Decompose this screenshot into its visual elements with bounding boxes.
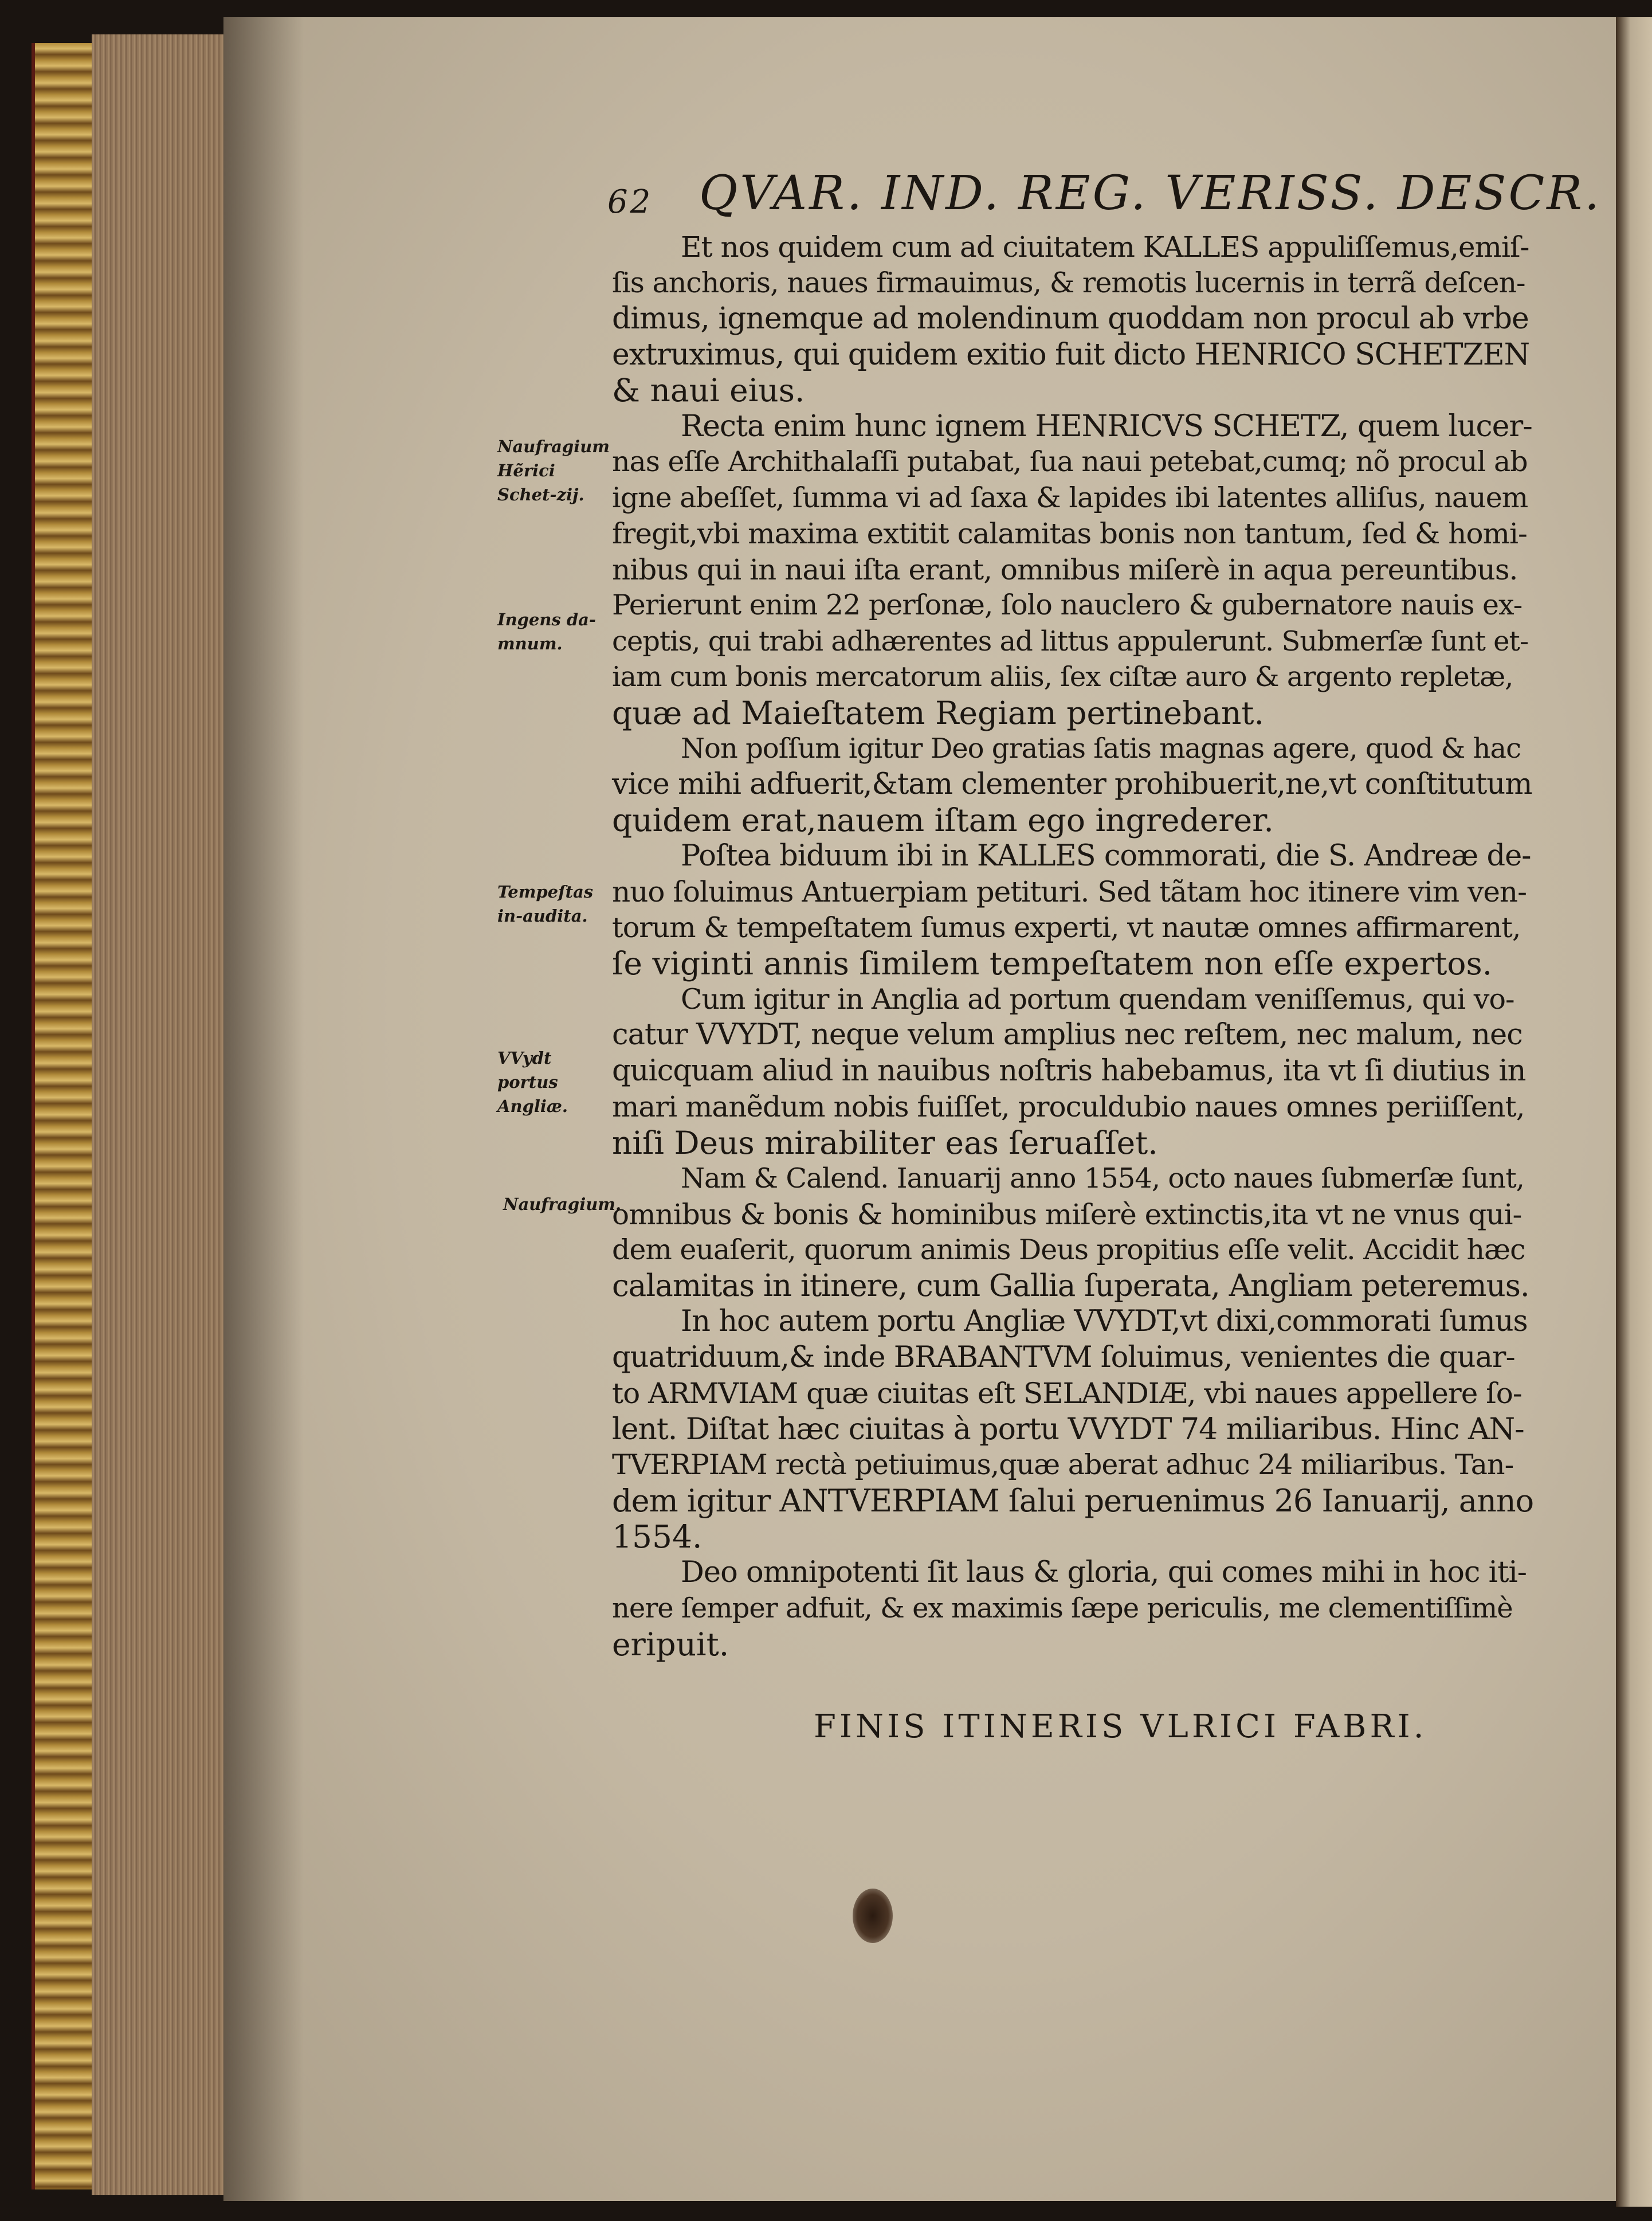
text-line: TVERPIAM rectà petiuimus,quæ aberat adhuc 24 miliaribus. Tan-	[612, 1448, 1514, 1481]
text-line: Poſtea biduum ibi in KALLES commorati, die S. Andreæ de-	[681, 839, 1531, 873]
text-line: nere ſemper adfuit, & ex maximis ſæpe periculis, me clementiſſimè	[612, 1592, 1513, 1624]
main-text	[612, 229, 1534, 1663]
text-line: nibus qui in naui iſta erant, omnibus miſerè in aqua pereuntibus.	[612, 553, 1518, 586]
text-line: quatriduum,& inde BRABANTVM ſoluimus, venientes die quar-	[612, 1340, 1515, 1374]
running-header	[607, 166, 1602, 229]
text-line: nas eſſe Archithalaſſi putabat, ſua naui petebat,cumq; nõ procul ab	[612, 445, 1528, 478]
text-line: vice mihi adfuerit,&tam clementer prohibuerit,ne,vt conſtitutum	[612, 767, 1532, 801]
explicit-line: FINIS ITINERIS VLRICI FABRI.	[814, 1708, 1427, 1745]
text-line: dem igitur ANTVERPIAM ſalui peruenimus 26 Ianuarij, anno	[612, 1482, 1534, 1519]
margin-note: VVydt portus Angliæ.	[497, 1048, 568, 1116]
margin-note: Ingens da-mnum.	[497, 610, 596, 653]
text-line: quæ ad Maieſtatem Regiam pertinebant.	[612, 694, 1264, 731]
text-line: ſis anchoris, naues firmauimus, & remotis lucernis in terrã deſcen-	[612, 266, 1525, 299]
gilt-spine-edge	[32, 43, 99, 2189]
text-line: quidem erat,nauem iſtam ego ingrederer.	[612, 802, 1274, 839]
text-line: iam cum bonis mercatorum aliis, ſex ciſtæ auro & argento repletæ,	[612, 661, 1513, 693]
text-line: quicquam aliud in nauibus noſtris habebamus, ita vt ſi diutius in	[612, 1053, 1526, 1088]
text-line: In hoc autem portu Angliæ VVYDT,vt dixi,commorati ſumus	[681, 1305, 1528, 1338]
gutter-shadow	[223, 17, 304, 2201]
text-line: ſe viginti annis ſimilem tempeſtatem non eſſe expertos.	[612, 945, 1493, 982]
text-line: Cum igitur in Anglia ad portum quendam veniſſemus, qui vo-	[681, 982, 1514, 1016]
text-line: Et nos quidem cum ad ciuitatem KALLES appuliſſemus,emiſ-	[681, 230, 1529, 264]
text-line: lent. Diſtat hæc ciuitas à portu VVYDT 74 miliaribus. Hinc AN-	[612, 1412, 1524, 1447]
text-line: 1554.	[612, 1518, 703, 1555]
text-line: igne abeſſet, ſumma vi ad ſaxa & lapides ibi latentes alliſus, nauem	[612, 481, 1528, 514]
text-line: & naui eius.	[612, 372, 805, 409]
text-line: Deo omnipotenti ſit laus & gloria, qui comes mihi in hoc iti-	[681, 1555, 1527, 1589]
margin-note: Naufragium.	[503, 1194, 622, 1214]
margin-note: Tempeſtas in-audita.	[497, 882, 594, 926]
text-line: catur VVYDT, neque velum amplius nec reſtem, nec malum, nec	[612, 1018, 1522, 1052]
text-line: Perierunt enim 22 perſonæ, ſolo nauclero & gubernatore nauis ex-	[612, 589, 1522, 621]
book-page	[223, 17, 1616, 2201]
text-line: Recta enim hunc ignem HENRICVS SCHETZ, quem lucer-	[681, 409, 1532, 444]
text-line: mari manẽdum nobis fuiſſet, proculdubio naues omnes periiſſent,	[612, 1090, 1525, 1123]
text-line: fregit,vbi maxima extitit calamitas bonis non tantum, ſed & homi-	[612, 517, 1527, 550]
page-number: 62	[607, 183, 653, 221]
text-line: omnibus & bonis & hominibus miſerè extinctis,ita vt ne vnus qui-	[612, 1197, 1522, 1231]
text-line: Nam & Calend. Ianuarij anno 1554, octo naues ſubmerſæ ſunt,	[681, 1162, 1524, 1194]
running-title: QVAR. IND. REG. VERISS. DESCR.	[699, 166, 1602, 221]
facing-page-edge	[1616, 17, 1652, 2207]
text-line: niſi Deus mirabiliter eas ſeruaſſet.	[612, 1124, 1158, 1161]
text-line: eripuit.	[612, 1625, 729, 1663]
text-line: torum & tempeſtatem ſumus experti, vt nautæ omnes affirmarent,	[612, 911, 1521, 944]
text-line: Non poſſum igitur Deo gratias ſatis magnas agere, quod & hac	[681, 733, 1521, 765]
margin-note: Naufragium Hẽrici Schet-zij.	[497, 437, 610, 504]
text-line: dem euaſerit, quorum animis Deus propitius eſſe velit. Accidit hæc	[612, 1233, 1525, 1266]
page-edges	[92, 34, 223, 2195]
text-line: calamitas in itinere, cum Gallia ſuperata, Angliam peteremus.	[612, 1268, 1529, 1303]
text-line: extruximus, qui quidem exitio fuit dicto HENRICO SCHETZEN	[612, 337, 1530, 372]
text-line: ceptis, qui trabi adhærentes ad littus appulerunt. Submerſæ ſunt et-	[612, 625, 1529, 657]
text-line: to ARMVIAM quæ ciuitas eſt SELANDIÆ, vbi naues appellere ſo-	[612, 1377, 1522, 1410]
text-line: nuo ſoluimus Antuerpiam petituri. Sed tãtam hoc itinere vim ven-	[612, 875, 1527, 908]
text-line: dimus, ignemque ad molendinum quoddam non procul ab vrbe	[612, 301, 1529, 336]
ink-stain	[853, 1889, 893, 1943]
